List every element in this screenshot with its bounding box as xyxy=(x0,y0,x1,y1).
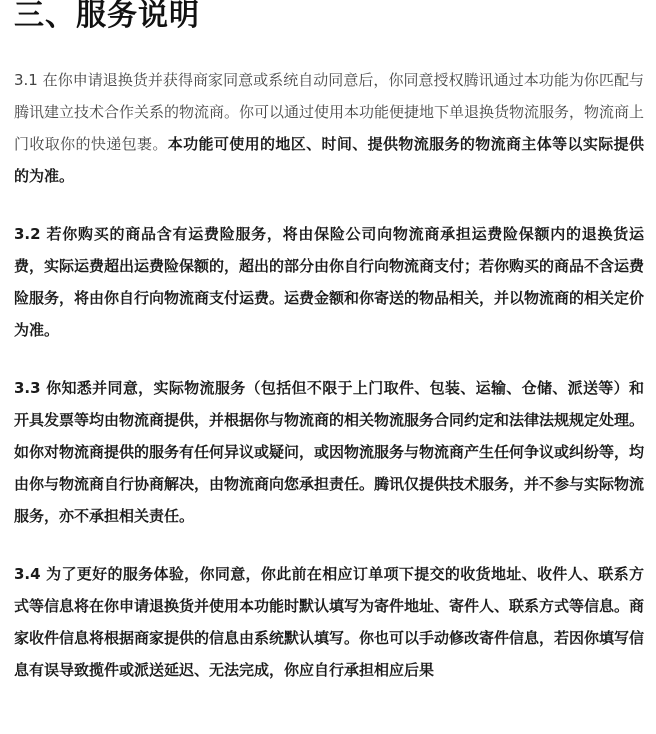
paragraph-3-1-bold-text: 本功能可使用的地区、时间、提供物流服务的物流商主体等以实际提供的为准。 xyxy=(14,135,644,185)
service-description-content xyxy=(14,64,644,712)
section-heading: 三、服务说明 xyxy=(14,0,200,33)
paragraph-3-3: 3.3 你知悉并同意，实际物流服务（包括但不限于上门取件、包装、运输、仓储、派送等）和开具发票等均由物流商提供，并根据你与物流商的相关物流服务合同约定和法律法规规定处理。如你对物流商提供的服务有任何异议或疑问，或因物流服务与物流商产生任何争议或纠纷等，均由你与物流商自行协商解决，由物流商向您承担责任。腾讯仅提供技术服务，并不参与实际物流服务，亦不承担相关责任。 xyxy=(14,379,645,525)
paragraph-3-2: 3.2 若你购买的商品含有运费险服务，将由保险公司向物流商承担运费险保额内的退换货运费，实际运费超出运费险保额的，超出的部分由你自行向物流商支付；若你购买的商品不含运费险服务，将由你自行向物流商支付运费。运费金额和你寄送的物品相关，并以物流商的相关定价为准。 xyxy=(14,225,645,339)
paragraph-3-1-text: 3.1 在你申请退换货并获得商家同意或系统自动同意后，你同意授权腾讯通过本功能为你匹配与腾讯建立技术合作关系的物流商。你可以通过使用本功能便捷地下单退换货物流服务，物流商上门收取你的快递包裹。 xyxy=(14,71,645,153)
paragraph-3-1 xyxy=(14,64,644,192)
paragraph-3-4: 3.4 为了更好的服务体验，你同意，你此前在相应订单项下提交的收货地址、收件人、联系方式等信息将在你申请退换货并使用本功能时默认填写为寄件地址、寄件人、联系方式等信息。商家收件信息将根据商家提供的信息由系统默认填写。你也可以手动修改寄件信息，若因你填写信息有误导致揽件或派送延迟、无法完成，你应自行承担相应后果 xyxy=(14,565,645,679)
